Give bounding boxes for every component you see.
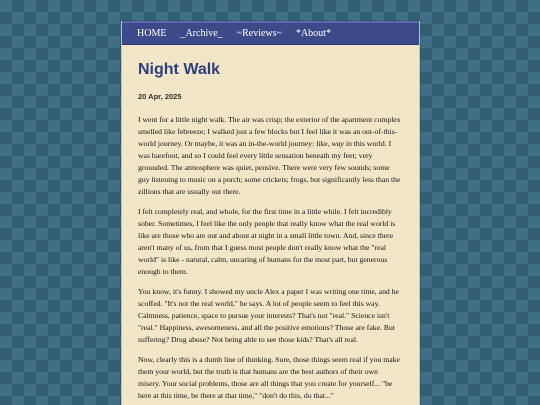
nav-about-link[interactable]: *About* <box>295 28 331 39</box>
post-paragraph-4: Now, clearly this is a dumb line of thinking. Sure, those things seem real if you make them your world, but the truth is that humans are the best authors of their own misery. Your social problems, those are all things that you create for yourself... "be here at this time, be there at that time," "don't do this, do that..." <box>138 355 400 400</box>
post-content <box>122 60 419 402</box>
paragraph-1-emphasis: way <box>331 139 344 148</box>
post-title: Night Walk <box>138 61 221 78</box>
page-container <box>121 21 420 405</box>
nav-archive-link[interactable]: _Archive_ <box>180 28 223 39</box>
post-paragraph-1 <box>138 114 402 198</box>
paragraph-1-text-b: in this world. I was barefoot, and so I could feel every little sensation beneath my feet; very grounded. The atmosphere was quiet, pensive. There were very few sounds; some guy listening to music on a porch; some crickets; frogs, but significantly less than the zillions that are usually out there. <box>138 139 401 196</box>
nav-reviews-link[interactable]: ~Reviews~ <box>236 28 282 39</box>
post-date: 20 Apr, 2025 <box>138 92 182 101</box>
nav-home-link[interactable]: HOME <box>137 28 167 39</box>
post-paragraph-2: I felt completely real, and whole, for the first time in a little while. I felt incredibly sober. Sometimes, I feel like the only people that really know what the real world is like are those who are out and about at night in a small little town. And, since there aren't many of us, from that I guess most people don't really know what the "real world" is like - natural, calm, uncaring of humans for the most part, but generous enough to them. <box>138 207 396 276</box>
top-nav <box>122 21 419 45</box>
paragraph-1-text-a: I went for a little night walk. The air was crisp; the exterior of the apartment complex smelled like febreeze; I walked just a few blocks but I feel like it was an out-of-this-world journey. Or maybe, it was an in-the-world journey: like, <box>138 115 401 148</box>
post-paragraph-3: You know, it's funny. I showed my uncle Alex a paper I was writing one time, and he scoffed. "It's not the real world," he says. A lot of people seem to feel this way. Calmness, patience, space to pursue your interests? That's not "real." Science isn't "real." Happiness, awesomeness, and all the positive emotions? Those are fake. But suffering? Drug abuse? Not being able to see those kids? That's all real. <box>138 287 399 344</box>
